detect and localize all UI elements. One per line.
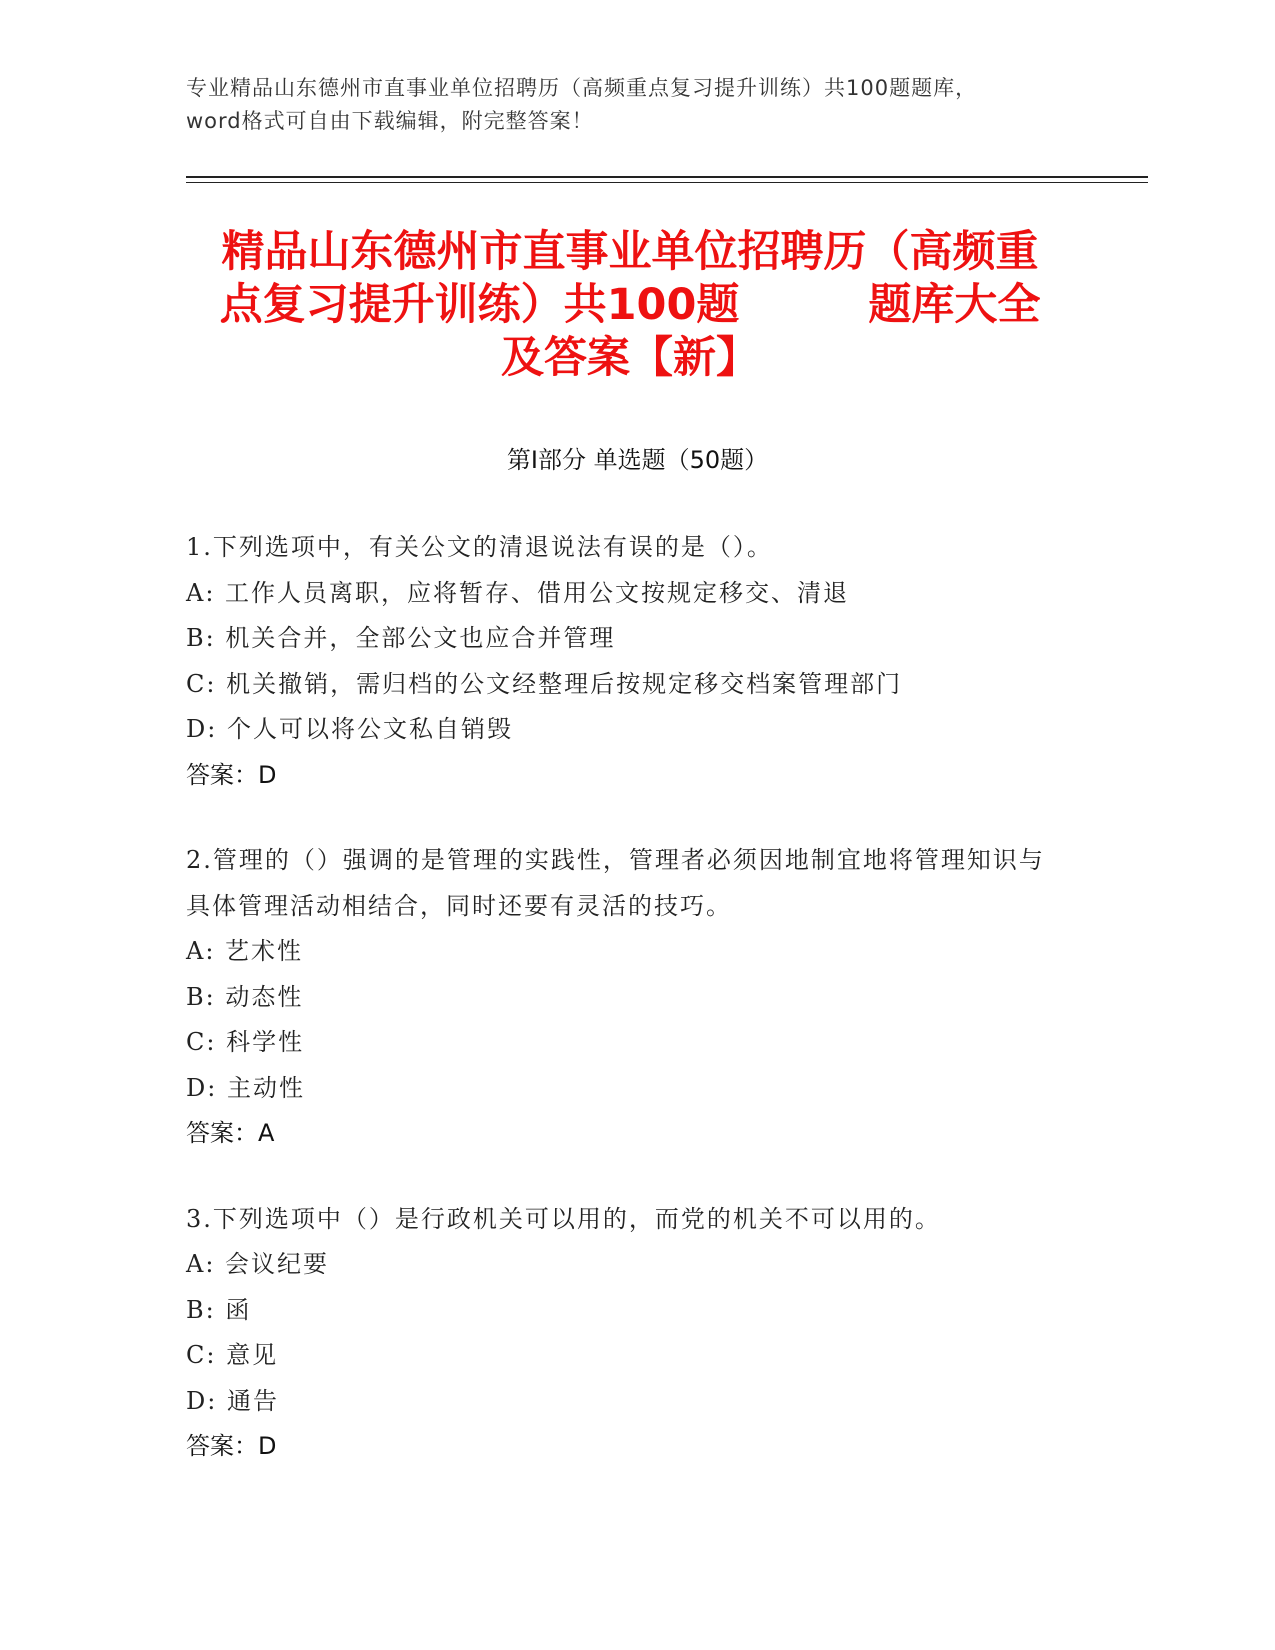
question-list bbox=[186, 525, 1066, 1510]
title-line-2: 点复习提升训练）共100题 题库大全 bbox=[219, 280, 1041, 330]
option-b: B: 机关合并，全部公文也应合并管理 bbox=[186, 624, 616, 652]
title-line-3: 及答案【新】 bbox=[501, 333, 759, 383]
question-3 bbox=[186, 1197, 1066, 1470]
header-divider-thick bbox=[186, 176, 1148, 178]
option-b: B: 动态性 bbox=[186, 982, 304, 1011]
question-2 bbox=[186, 838, 1066, 1157]
option-c: C: 机关撤销，需归档的公文经整理后按规定移交档案管理部门 bbox=[186, 669, 903, 698]
option-d: D: 主动性 bbox=[186, 1073, 305, 1102]
title-line-1: 精品山东德州市直事业单位招聘历（高频重 bbox=[221, 227, 1039, 277]
header-divider-thin bbox=[186, 182, 1148, 183]
answer: 答案：D bbox=[186, 760, 277, 789]
question-stem: 1.下列选项中，有关公文的清退说法有误的是（）。 bbox=[186, 533, 773, 561]
document-title bbox=[190, 226, 1070, 385]
option-a: A: 工作人员离职，应将暂存、借用公文按规定移交、清退 bbox=[186, 578, 850, 607]
question-1 bbox=[186, 525, 1066, 798]
option-a: A: 艺术性 bbox=[186, 937, 304, 965]
option-a: A: 会议纪要 bbox=[186, 1250, 330, 1278]
header-note: 专业精品山东德州市直事业单位招聘历（高频重点复习提升训练）共100题题库，word格式可自由下载编辑，附完整答案！ bbox=[186, 76, 978, 133]
question-stem: 2.管理的（）强调的是管理的实践性，管理者必须因地制宜地将管理知识与具体管理活动相结合，同时还要有灵活的技巧。 bbox=[186, 846, 1045, 920]
answer: 答案：D bbox=[186, 1432, 277, 1460]
question-stem: 3.下列选项中（）是行政机关可以用的，而党的机关不可以用的。 bbox=[186, 1204, 941, 1233]
option-d: D: 通告 bbox=[186, 1386, 279, 1415]
option-c: C: 意见 bbox=[186, 1341, 279, 1369]
option-b: B: 函 bbox=[186, 1295, 252, 1324]
answer: 答案：A bbox=[186, 1119, 275, 1147]
option-c: C: 科学性 bbox=[186, 1028, 305, 1056]
section-heading: 第Ⅰ部分 单选题（50题） bbox=[506, 446, 769, 474]
option-d: D: 个人可以将公文私自销毁 bbox=[186, 715, 513, 743]
